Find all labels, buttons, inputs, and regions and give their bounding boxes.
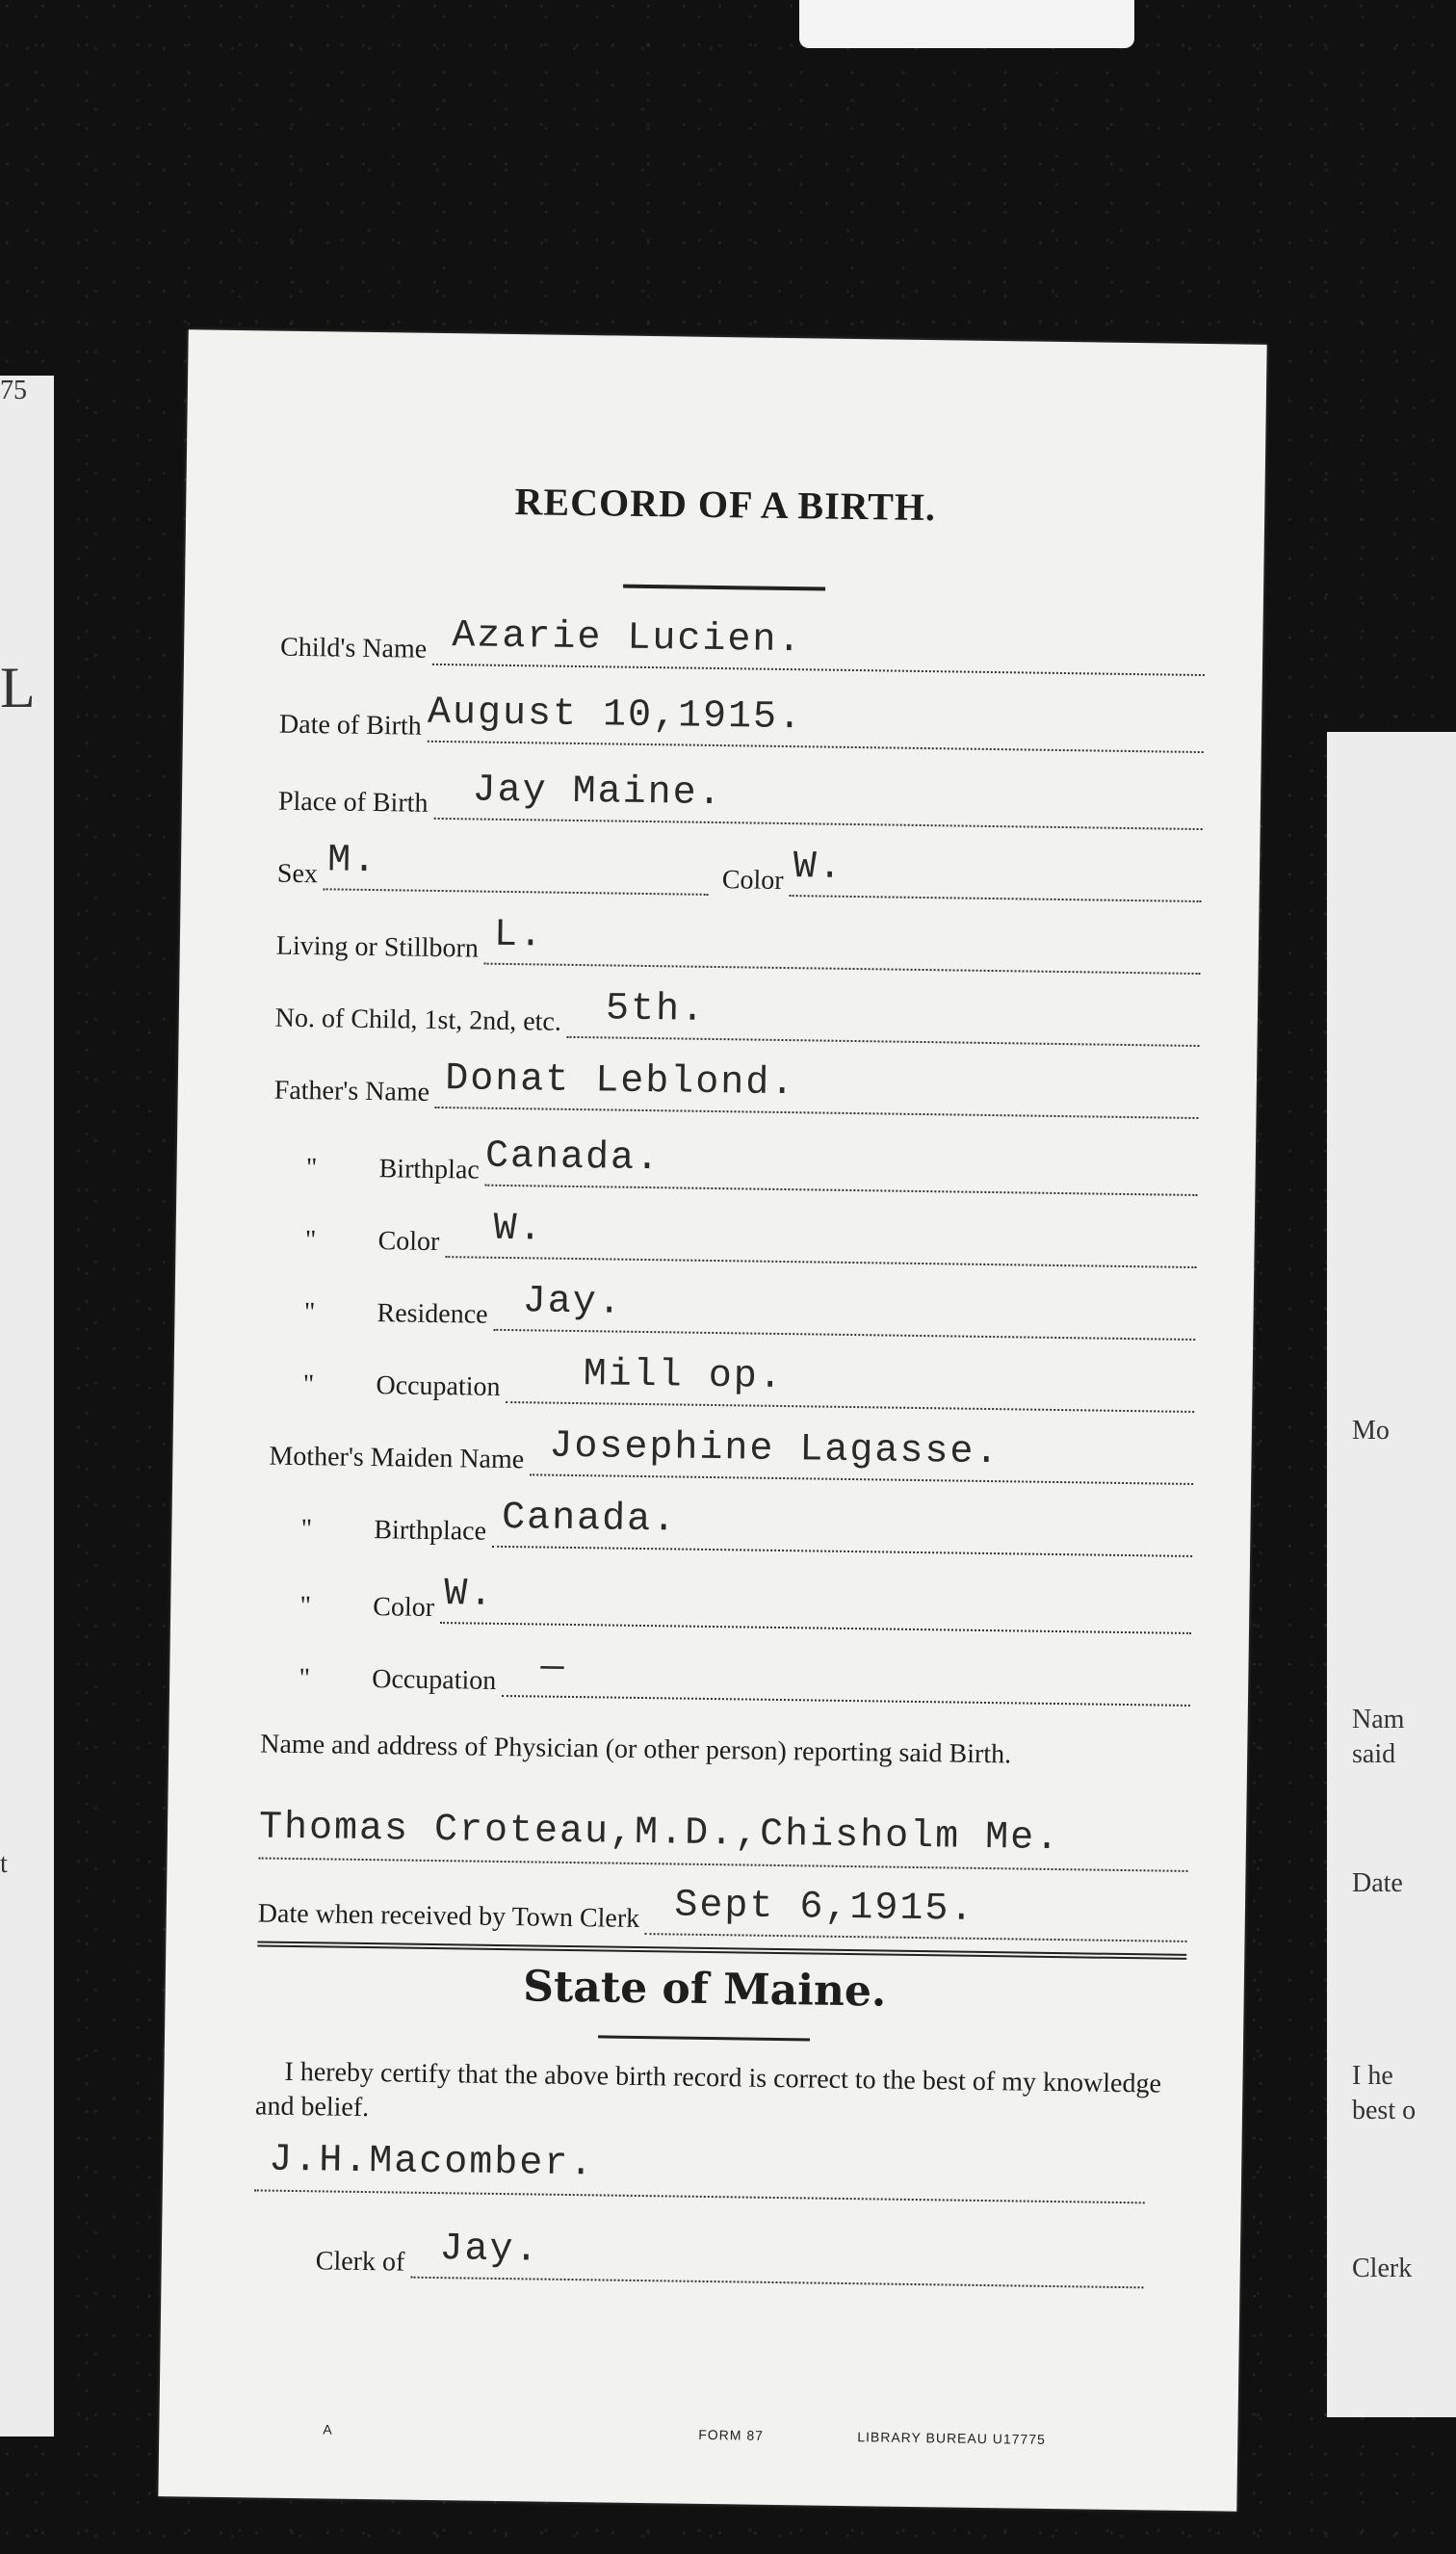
ditto-mark: " (299, 1663, 311, 1694)
ditto-mark: " (302, 1369, 315, 1400)
physician-value: Thomas Croteau,M.D.,Chisholm Me. (258, 1806, 1061, 1862)
physician-label: Name and address of Physician (or other person) reporting said Birth. (260, 1729, 1012, 1770)
clerk-of-value: Jay. (439, 2228, 540, 2273)
father-color-row (272, 1198, 1197, 1268)
right-fragment: Nam (1352, 1705, 1405, 1734)
right-fragment: Mo (1352, 1416, 1390, 1446)
living-stillborn-row (276, 904, 1202, 975)
childs-name-value: Azarie Lucien. (452, 614, 803, 664)
right-fragment: Date (1352, 1868, 1403, 1898)
date-of-birth-row (279, 683, 1205, 753)
footer-mark: A (323, 2421, 333, 2437)
clerk-of-row (316, 2219, 1145, 2288)
date-of-birth-label: Date of Birth (278, 709, 423, 742)
left-neighbor-card (0, 376, 54, 2437)
mother-color-row (267, 1564, 1192, 1634)
state-rule (598, 2035, 810, 2041)
father-birthplace-row (273, 1126, 1198, 1196)
section-divider (257, 1941, 1186, 1959)
mother-birthplace-row (268, 1487, 1193, 1557)
living-stillborn-value: L. (493, 913, 545, 958)
mother-occupation-label: Occupation (371, 1664, 497, 1696)
living-stillborn-label: Living or Stillborn (275, 930, 480, 964)
left-fragment: t (0, 1849, 8, 1879)
father-residence-row (271, 1270, 1196, 1341)
certify-text: I hereby certify that the above birth record is correct to the best of my knowledge and belief. (254, 2056, 1162, 2124)
clerk-of-label: Clerk of (315, 2246, 405, 2278)
sex-label: Sex (276, 858, 319, 890)
ditto-mark: " (303, 1297, 316, 1328)
right-fragment: best o (1352, 2096, 1417, 2125)
ditto-mark: " (305, 1153, 318, 1184)
left-fragment: L (0, 656, 36, 719)
date-of-birth-value: August 10,1915. (427, 691, 804, 741)
footer-form-number: FORM 87 (698, 2426, 765, 2443)
sex-color-row (277, 832, 1203, 902)
received-label: Date when received by Town Clerk (257, 1898, 640, 1934)
right-fragment: Clerk (1352, 2254, 1413, 2283)
father-birthplace-value: Canada. (484, 1134, 662, 1182)
state-heading: State of Maine. (522, 1962, 887, 2017)
mothers-name-row (269, 1415, 1194, 1485)
mothers-name-value: Josephine Lagasse. (549, 1424, 1001, 1475)
ditto-mark: " (300, 1514, 313, 1545)
left-fragment: 75 (0, 376, 27, 405)
child-number-label: No. of Child, 1st, 2nd, etc. (274, 1003, 562, 1037)
father-birthplace-label: Birthplac (378, 1154, 481, 1186)
mother-occupation-row (266, 1636, 1191, 1707)
title-rule (623, 585, 825, 591)
ditto-mark: " (299, 1591, 312, 1622)
footer-publisher: LIBRARY BUREAU U17775 (857, 2429, 1046, 2447)
mother-color-value: W. (443, 1573, 495, 1617)
fathers-name-value: Donat Leblond. (444, 1057, 796, 1107)
fathers-name-label: Father's Name (273, 1075, 430, 1108)
father-residence-label: Residence (377, 1298, 488, 1330)
mother-birthplace-label: Birthplace (374, 1515, 487, 1547)
place-of-birth-value: Jay Maine. (472, 769, 723, 817)
father-color-value: W. (493, 1207, 544, 1252)
mother-birthplace-value: Canada. (501, 1496, 678, 1543)
right-neighbor-card (1327, 732, 1456, 2417)
record-title: RECORD OF A BIRTH. (514, 480, 937, 530)
child-number-value: 5th. (605, 987, 707, 1032)
right-fragment: I he (1352, 2061, 1393, 2091)
father-occupation-label: Occupation (376, 1370, 501, 1402)
place-of-birth-row (278, 760, 1204, 830)
fathers-name-row (274, 1049, 1200, 1119)
father-occupation-row (270, 1342, 1195, 1413)
childs-name-row (280, 606, 1206, 676)
clerk-signature: J.H.Macomber. (268, 2138, 595, 2187)
father-color-label: Color (377, 1226, 440, 1258)
mother-color-label: Color (373, 1592, 435, 1623)
received-row (258, 1871, 1188, 1942)
ditto-mark: " (304, 1225, 317, 1256)
color-label: Color (721, 865, 784, 896)
color-value: W. (793, 846, 845, 890)
right-fragment: said (1352, 1739, 1396, 1769)
top-tab-card (799, 0, 1134, 48)
childs-name-label: Child's Name (279, 632, 428, 665)
mother-occupation-value: — (540, 1646, 566, 1690)
place-of-birth-label: Place of Birth (277, 786, 429, 819)
birth-record-card (158, 329, 1266, 2511)
mothers-name-label: Mother's Maiden Name (269, 1441, 525, 1475)
child-number-row (275, 977, 1201, 1047)
sex-value: M. (326, 839, 378, 884)
father-residence-value: Jay. (522, 1280, 624, 1325)
father-occupation-value: Mill op. (583, 1353, 785, 1400)
received-value: Sept 6,1915. (674, 1884, 975, 1932)
